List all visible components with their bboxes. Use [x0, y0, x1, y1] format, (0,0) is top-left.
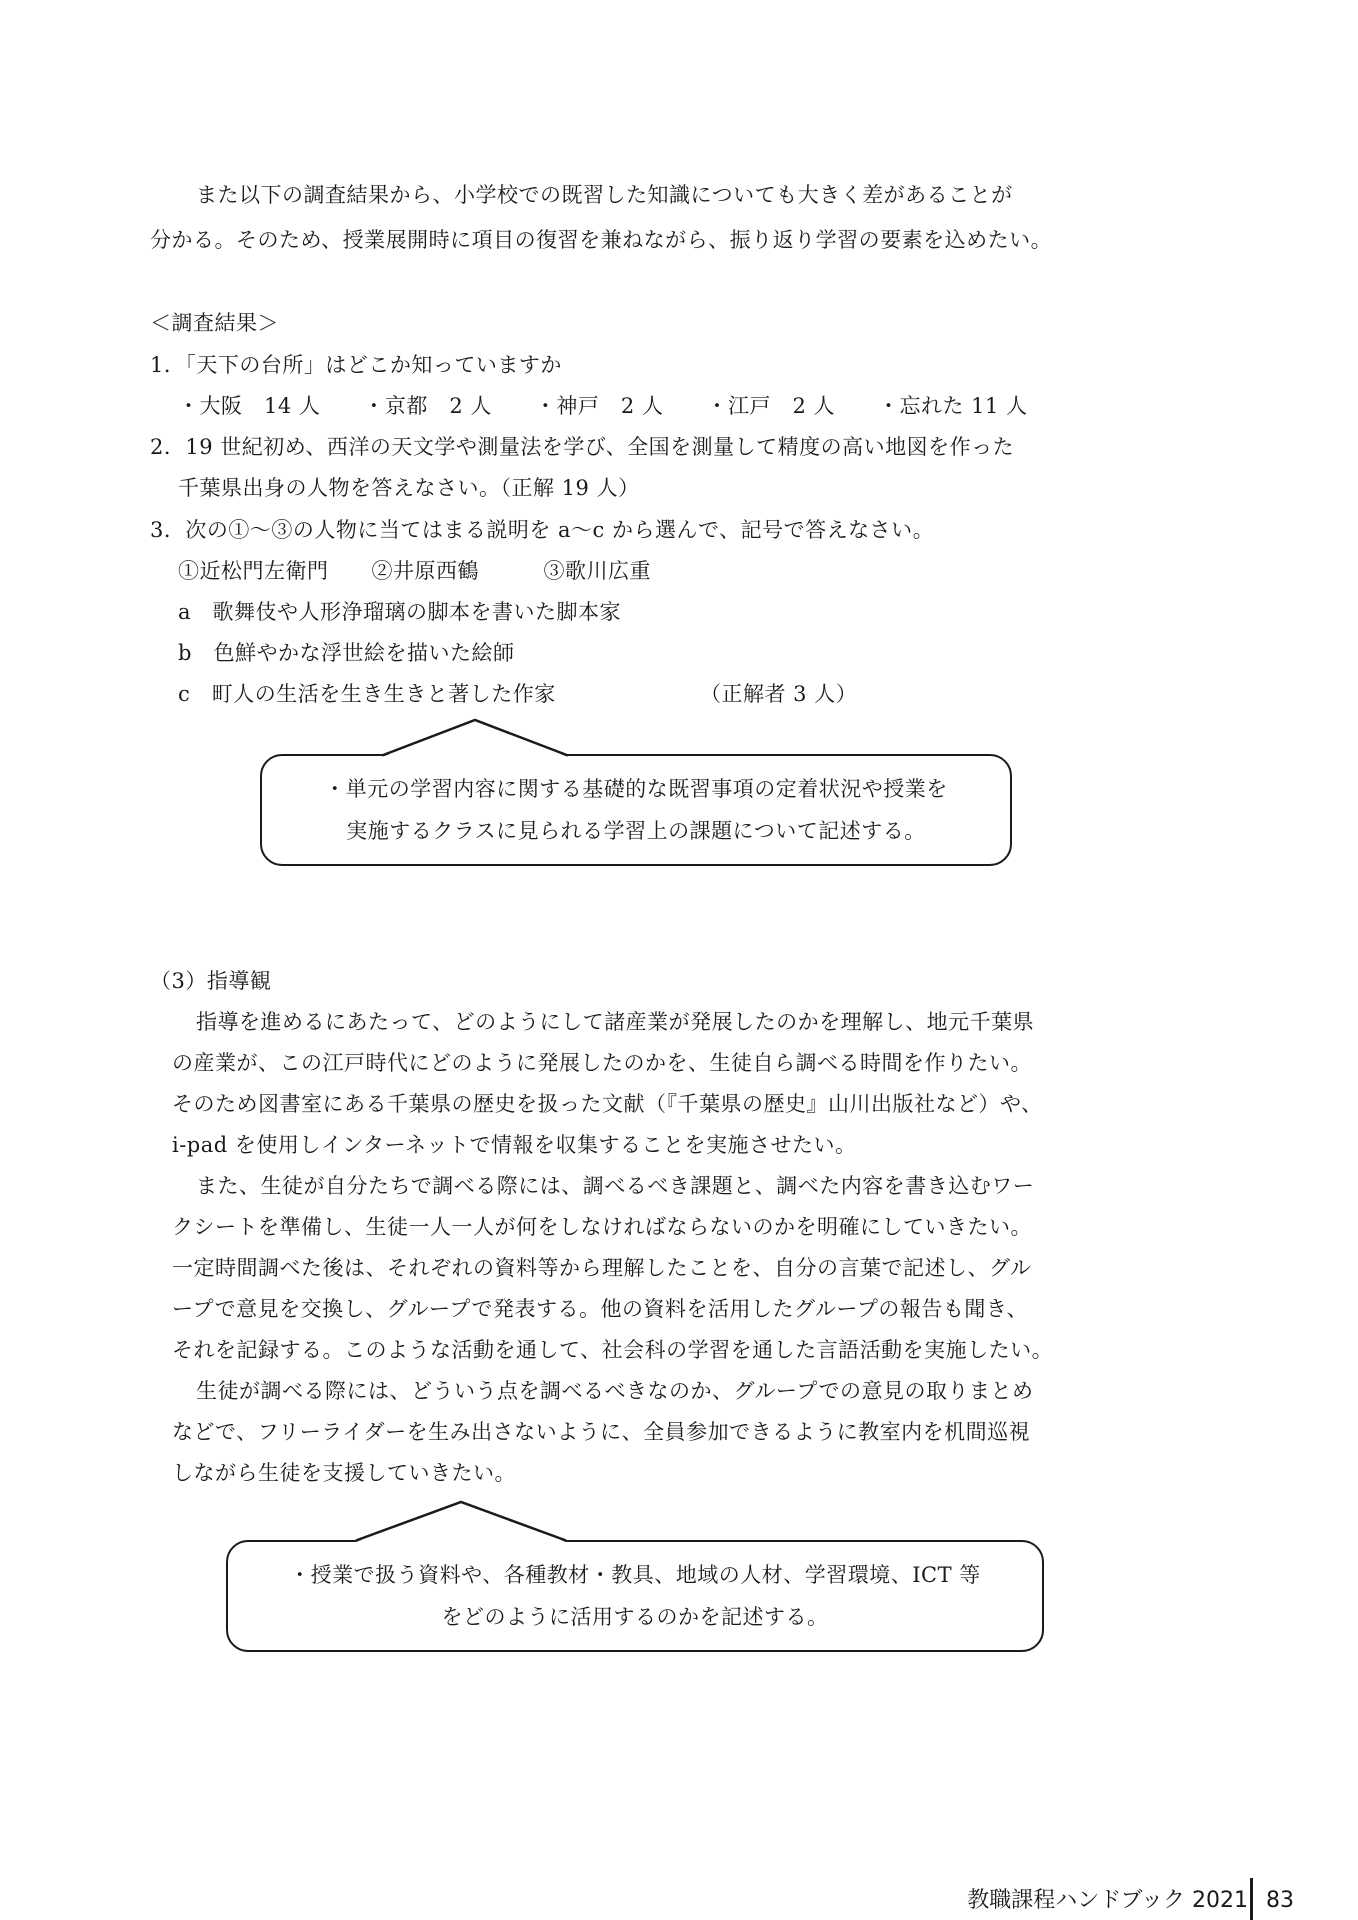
footer-book-title: 教職課程ハンドブック 2021 — [967, 1888, 1248, 1913]
guidance-heading: （3）指導観 — [150, 969, 272, 993]
guidance-line: 一定時間調べた後は、それぞれの資料等から理解したことを、自分の言葉で記述し、グル — [172, 1256, 1032, 1280]
guidance-line: しながら生徒を支援していきたい。 — [172, 1461, 516, 1485]
survey-question-3: 3．次の①～③の人物に当てはまる説明を a～c から選んで、記号で答えなさい。 — [150, 518, 935, 542]
guidance-line: i-pad を使用しインターネットで情報を収集することを実施させたい。 — [172, 1133, 857, 1157]
guidance-line: の産業が、この江戸時代にどのように発展したのかを、生徒自ら調べる時間を作りたい。 — [172, 1051, 1032, 1075]
callout-1-line-2: 実施するクラスに見られる学習上の課題について記述する。 — [346, 819, 926, 843]
guidance-line: そのため図書室にある千葉県の歴史を扱った文献（『千葉県の歴史』山川出版社など）や、 — [172, 1092, 1043, 1116]
survey-question-2-line-1: 2．19 世紀初め、西洋の天文学や測量法を学び、全国を測量して精度の高い地図を作った — [150, 435, 1015, 459]
page-number: 83 — [1266, 1888, 1294, 1913]
survey-question-3-option-a: a 歌舞伎や人形浄瑠璃の脚本を書いた脚本家 — [178, 600, 622, 624]
guidance-line: それを記録する。このような活動を通して、社会科の学習を通した言語活動を実施したい。 — [172, 1338, 1054, 1362]
survey-question-1-answers: ・大阪 14 人 ・京都 2 人 ・神戸 2 人 ・江戸 2 人 ・忘れた 11 人 — [178, 394, 1028, 418]
survey-question-3-option-c: c 町人の生活を生き生きと著した作家 — [178, 682, 556, 706]
callout-2-line-2: をどのように活用するのかを記述する。 — [441, 1605, 829, 1629]
guidance-line: また、生徒が自分たちで調べる際には、調べるべき課題と、調べた内容を書き込むワー — [196, 1174, 1035, 1198]
survey-question-3-result: （正解者 3 人） — [700, 682, 858, 706]
footer-separator — [1250, 1878, 1253, 1920]
callout-box-2 — [226, 1540, 1044, 1652]
callout-2-pointer — [354, 1500, 574, 1545]
survey-heading: ＜調査結果＞ — [150, 311, 279, 335]
survey-question-3-option-b: b 色鮮やかな浮世絵を描いた絵師 — [178, 641, 515, 665]
guidance-line: ープで意見を交換し、グループで発表する。他の資料を活用したグループの報告も聞き、 — [172, 1297, 1029, 1321]
guidance-line: などで、フリーライダーを生み出さないように、全員参加できるように教室内を机間巡視 — [172, 1420, 1031, 1444]
intro-line-2: 分かる。そのため、授業展開時に項目の復習を兼ねながら、振り返り学習の要素を込めたい。 — [150, 228, 1053, 252]
guidance-line: 指導を進めるにあたって、どのようにして諸産業が発展したのかを理解し、地元千葉県 — [196, 1010, 1035, 1034]
survey-question-3-persons: ①近松門左衛門 ②井原西鶴 ③歌川広重 — [178, 559, 651, 583]
guidance-line: 生徒が調べる際には、どういう点を調べるべきなのか、グループでの意見の取りまとめ — [196, 1379, 1034, 1403]
survey-question-2-line-2: 千葉県出身の人物を答えなさい。（正解 19 人） — [178, 476, 640, 500]
intro-line-1: また以下の調査結果から、小学校での既習した知識についても大きく差があることが — [196, 183, 1013, 207]
callout-1-pointer — [380, 718, 580, 760]
callout-1-line-1: ・単元の学習内容に関する基礎的な既習事項の定着状況や授業を — [324, 777, 948, 801]
callout-2-line-1: ・授業で扱う資料や、各種教材・教具、地域の人材、学習環境、ICT 等 — [289, 1563, 981, 1587]
guidance-line: クシートを準備し、生徒一人一人が何をしなければならないのかを明確にしていきたい。 — [172, 1215, 1032, 1239]
survey-question-1: 1．「天下の台所」はどこか知っていますか — [150, 353, 562, 377]
callout-box-1 — [260, 754, 1012, 866]
